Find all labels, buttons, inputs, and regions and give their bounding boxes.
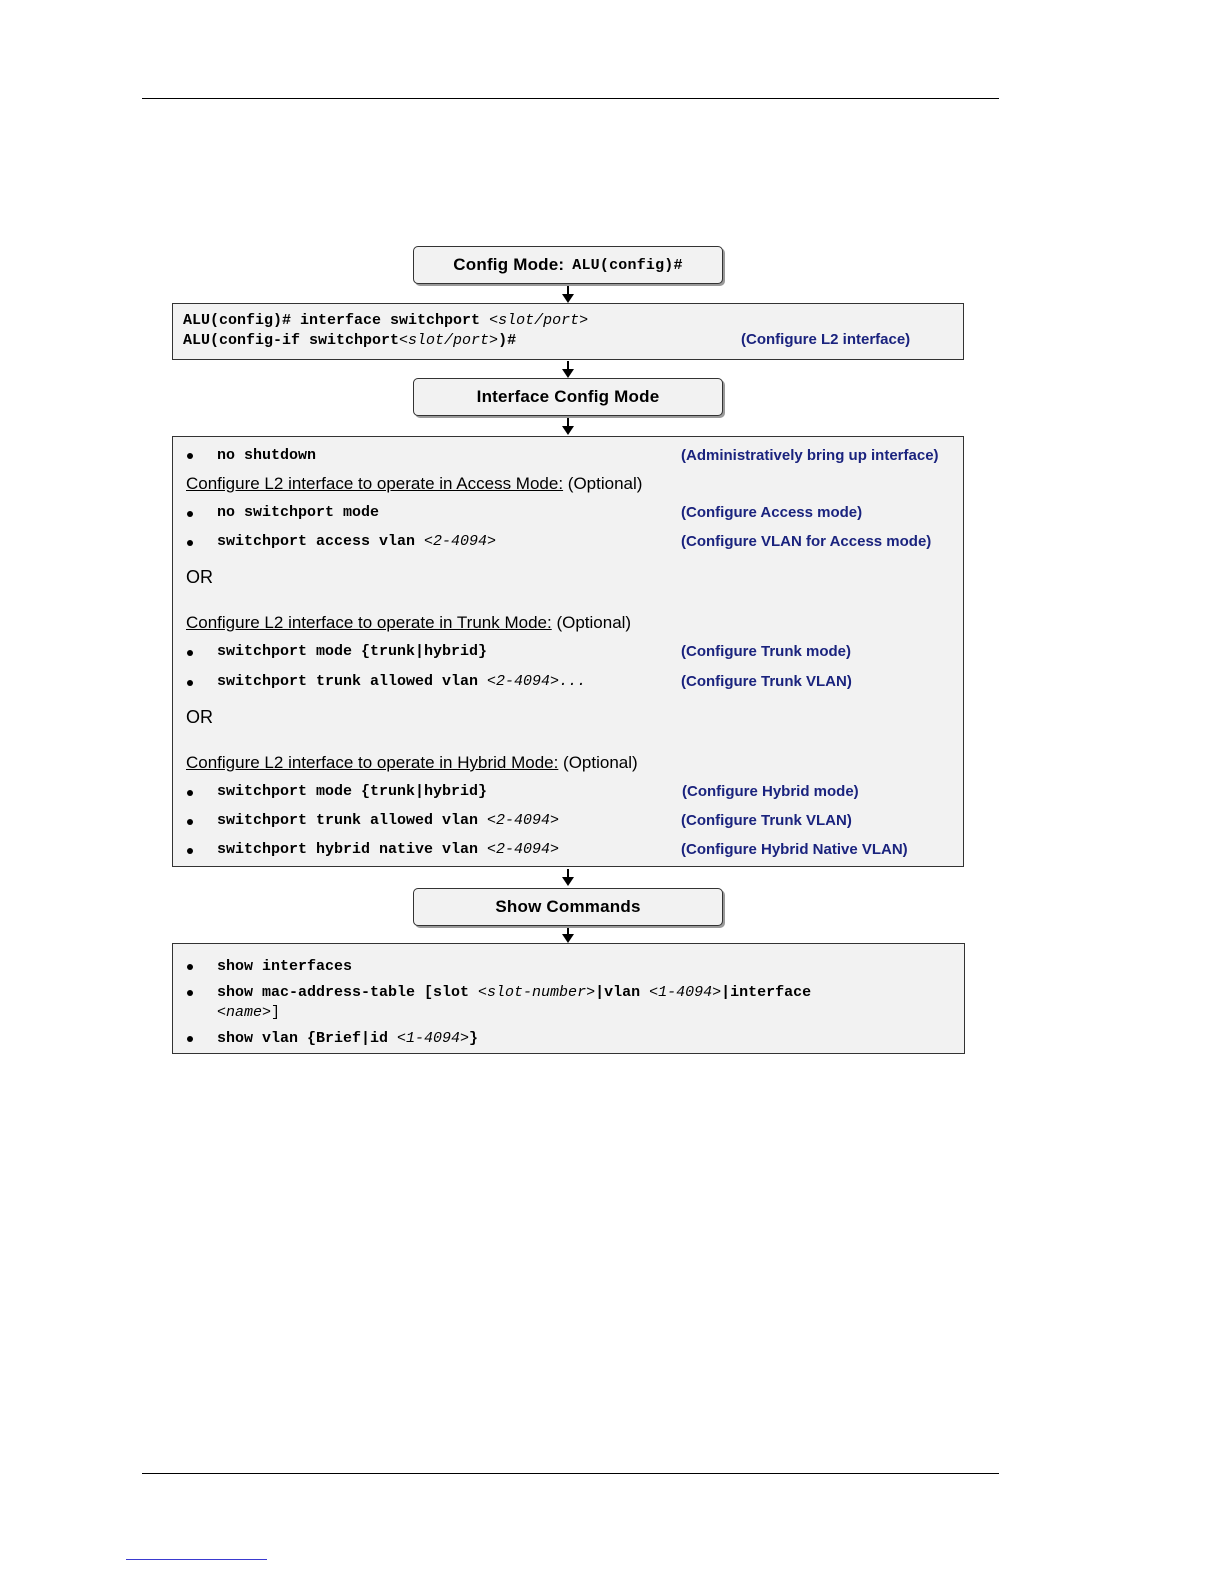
- access-command-1: no switchport mode: [217, 504, 380, 521]
- bullet: [187, 511, 193, 517]
- show-commands-box: [172, 943, 965, 1054]
- header-rule: [142, 98, 999, 99]
- access-mode-heading: Configure L2 interface to operate in Access Mode: (Optional): [186, 474, 643, 493]
- hybrid-note-3: (Configure Hybrid Native VLAN): [681, 841, 908, 858]
- config-mode-prompt: ALU(config)#: [572, 256, 683, 274]
- show-command-3: show vlan {Brief|id <1-4094>}: [217, 1030, 479, 1047]
- bullet: [187, 848, 193, 854]
- bullet: [187, 650, 193, 656]
- access-note-1: (Configure Access mode): [681, 504, 863, 521]
- hybrid-note-2: (Configure Trunk VLAN): [681, 812, 852, 829]
- hybrid-command-3: switchport hybrid native vlan <2-4094>: [217, 841, 560, 858]
- show-command-2: show mac-address-table [slot <slot-number>|vlan <1-4094>|interface: [217, 984, 812, 1001]
- bullet: [187, 680, 193, 686]
- arrow-1: [567, 286, 569, 294]
- arrow-2: [567, 361, 569, 369]
- bullet: [187, 540, 193, 546]
- hybrid-command-2: switchport trunk allowed vlan <2-4094>: [217, 812, 560, 829]
- hybrid-command-1: switchport mode {trunk|hybrid}: [217, 783, 488, 800]
- bullet: [187, 964, 193, 970]
- bullet: [187, 990, 193, 996]
- bullet: [187, 453, 193, 459]
- bullet: [187, 819, 193, 825]
- trunk-mode-heading: Configure L2 interface to operate in Trunk Mode: (Optional): [186, 613, 632, 632]
- trunk-command-2: switchport trunk allowed vlan <2-4094>...: [217, 673, 587, 690]
- trunk-command-1: switchport mode {trunk|hybrid}: [217, 643, 488, 660]
- bullet: [187, 1036, 193, 1042]
- show-commands-node: Show Commands: [413, 888, 723, 926]
- no-shutdown-command: no shutdown: [217, 447, 317, 464]
- interface-config-box: [172, 436, 964, 867]
- no-shutdown-note: (Administratively bring up interface): [681, 447, 939, 464]
- hybrid-note-1: (Configure Hybrid mode): [682, 783, 859, 800]
- trunk-note-1: (Configure Trunk mode): [681, 643, 851, 660]
- config-mode-node: [413, 246, 723, 284]
- interface-note: (Configure L2 interface): [741, 331, 911, 348]
- hybrid-mode-heading: Configure L2 interface to operate in Hybrid Mode: (Optional): [186, 753, 638, 772]
- show-command-2-cont: <name>]: [217, 1004, 281, 1021]
- interface-command-line-1: ALU(config)# interface switchport <slot/port>: [183, 312, 589, 329]
- footer-link-underline: [126, 1559, 267, 1560]
- footer-rule: [142, 1473, 999, 1474]
- arrow-3: [567, 418, 569, 426]
- trunk-note-2: (Configure Trunk VLAN): [681, 673, 852, 690]
- bullet: [187, 790, 193, 796]
- access-note-2: (Configure VLAN for Access mode): [681, 533, 932, 550]
- arrow-4: [567, 869, 569, 877]
- arrow-5: [567, 928, 569, 934]
- interface-config-mode-node: Interface Config Mode: [413, 378, 723, 416]
- interface-command-line-2: ALU(config-if switchport<slot/port>)#: [183, 332, 517, 349]
- or-separator-2: OR: [186, 707, 213, 727]
- show-command-1: show interfaces: [217, 958, 353, 975]
- or-separator-1: OR: [186, 567, 213, 587]
- config-mode-label: Config Mode:: [453, 255, 565, 274]
- access-command-2: switchport access vlan <2-4094>: [217, 533, 497, 550]
- interface-command-box: [172, 303, 964, 360]
